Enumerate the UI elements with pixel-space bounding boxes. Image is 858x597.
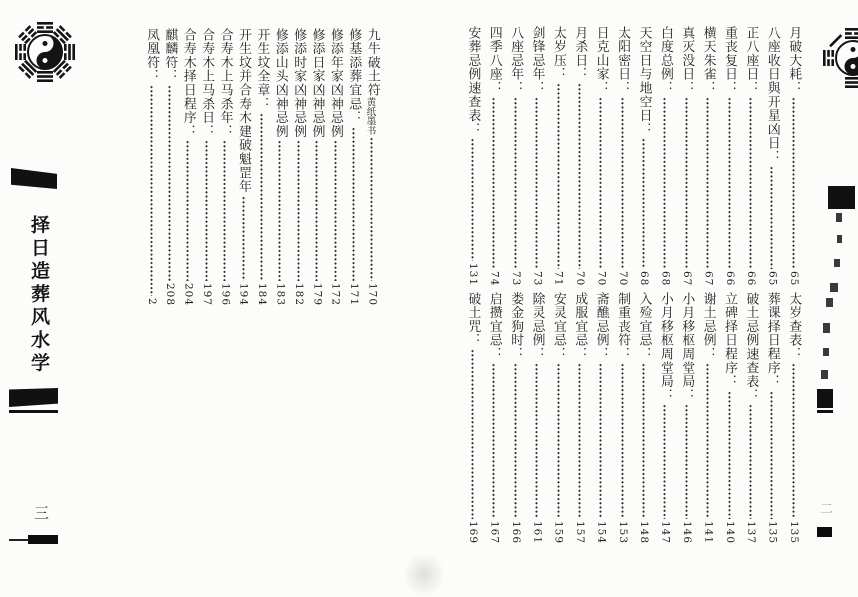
- dot-leader: [718, 391, 739, 519]
- entry-page-number: 157: [574, 520, 587, 544]
- entry-title: 谢土忌例：: [700, 292, 716, 361]
- toc-entry: [611, 26, 632, 286]
- entry-page-number: 135: [787, 520, 800, 544]
- entry-page-number: 171: [348, 282, 361, 306]
- entry-title: 破土咒：: [465, 292, 481, 348]
- entry-page-number: 66: [745, 270, 758, 286]
- toc-entry: [234, 28, 252, 306]
- entry-page-number: 166: [509, 520, 522, 544]
- entry-page-number: 148: [638, 520, 651, 544]
- toc-entry: [611, 292, 632, 544]
- entry-page-number: 73: [509, 270, 522, 286]
- toc-entry: [718, 26, 739, 286]
- entry-page-number: 154: [595, 520, 608, 544]
- entry-page-number: 65: [787, 270, 800, 286]
- toc-entry: [326, 28, 344, 306]
- entry-page-number: 2: [145, 298, 158, 306]
- entry-page-number: 183: [274, 282, 287, 306]
- entry-page-number: 167: [488, 520, 501, 544]
- entry-page-number: 170: [366, 282, 379, 306]
- toc-entry: [654, 292, 675, 544]
- entry-page-number: 66: [723, 270, 736, 286]
- entry-page-number: 71: [552, 270, 565, 286]
- entry-title: 正八座日：: [743, 26, 759, 95]
- bagua-logo-partial-icon: [816, 26, 858, 90]
- dot-leader: [633, 138, 654, 268]
- toc-entry: [215, 28, 233, 306]
- entry-page-number: 197: [200, 282, 213, 306]
- dot-leader: [326, 140, 344, 281]
- entry-page-number: 137: [745, 520, 758, 544]
- entry-title: 横天朱雀：: [700, 26, 716, 95]
- toc-entry: [483, 26, 504, 286]
- dot-leader: [569, 363, 590, 519]
- entry-title: 成服宜忌：: [572, 292, 588, 361]
- toc-entry: [676, 292, 697, 544]
- toc-entry: [676, 26, 697, 286]
- entry-title: 合寿木择日程序：: [180, 28, 196, 139]
- entry-page-number: 70: [595, 270, 608, 286]
- spine-title: 择日造葬风水学: [28, 213, 50, 376]
- entry-page-number: 65: [766, 270, 779, 286]
- entry-page-number: 67: [681, 270, 694, 286]
- entry-title: 四季八座：: [486, 26, 502, 95]
- left-page-toc: [141, 28, 381, 306]
- dot-leader: [363, 137, 381, 281]
- entry-title: 开生坟并合寿木建破魁罡年: [235, 28, 251, 194]
- toc-entry: [271, 28, 289, 306]
- right-edge-block: [828, 186, 855, 209]
- entry-title: 修基添葬宜忌：: [346, 28, 362, 125]
- entry-title: 小月移枢周堂局：: [679, 292, 695, 403]
- entry-title: 麒麟符：: [162, 28, 178, 84]
- right-edge-fragment: [836, 213, 842, 222]
- dot-leader: [526, 363, 547, 519]
- dot-leader: [547, 83, 568, 268]
- dot-leader: [160, 85, 178, 281]
- dot-leader: [654, 97, 675, 269]
- toc-entry: [547, 292, 568, 544]
- dot-leader: [761, 166, 782, 269]
- dot-leader: [142, 85, 160, 296]
- entry-page-number: 172: [329, 282, 342, 306]
- toc-entry: [160, 28, 178, 306]
- right-edge-fragment: [826, 298, 833, 307]
- entry-title: 白度总例：: [657, 26, 673, 95]
- right-page-folio: 二: [820, 502, 834, 517]
- toc-entry: [505, 26, 526, 286]
- entry-page-number: 135: [766, 520, 779, 544]
- bagua-logo-icon: [8, 20, 82, 84]
- dot-leader: [676, 404, 697, 519]
- entry-title: 重丧复日：: [722, 26, 738, 95]
- entry-page-number: 196: [219, 282, 232, 306]
- entry-title: 斋醮忌例：: [593, 292, 609, 361]
- entry-title: 立碑择日程序：: [722, 292, 738, 389]
- toc-entry: [526, 26, 547, 286]
- toc-entry: [761, 26, 782, 286]
- toc-entry: [740, 292, 761, 544]
- right-page-lower-toc: [462, 292, 804, 544]
- toc-entry: [483, 292, 504, 544]
- entry-page-number: 179: [311, 282, 324, 306]
- dot-leader: [761, 391, 782, 519]
- toc-entry: [344, 28, 362, 306]
- entry-page-number: 67: [702, 270, 715, 286]
- dot-leader: [483, 363, 504, 519]
- entry-page-number: 169: [467, 520, 480, 544]
- entry-page-number: 208: [164, 282, 177, 306]
- right-edge-fragment: [837, 235, 842, 243]
- entry-title: 合寿木上马杀年：: [217, 28, 233, 139]
- toc-entry: [307, 28, 325, 306]
- entry-title: 修添年家凶神忌例: [327, 28, 343, 139]
- entry-page-number: 73: [531, 270, 544, 286]
- toc-entry: [633, 26, 654, 286]
- dot-leader: [590, 97, 611, 269]
- entry-title: 凤凰符：: [144, 28, 160, 84]
- dot-leader: [697, 97, 718, 269]
- entry-title: 安灵宜忌：: [550, 292, 566, 361]
- entry-title: 除灵忌例：: [529, 292, 545, 361]
- dot-leader: [654, 404, 675, 519]
- right-edge-fragment: [834, 259, 840, 267]
- right-edge-fragment: [823, 323, 830, 333]
- entry-page-number: 68: [659, 270, 672, 286]
- toc-entry: [526, 292, 547, 544]
- toc-entry: [179, 28, 197, 306]
- dot-leader: [462, 138, 483, 261]
- entry-title: 安葬忌例速查表：: [465, 26, 481, 137]
- dot-leader: [307, 140, 325, 281]
- dot-leader: [289, 140, 307, 281]
- entry-title: 真灭没日：: [679, 26, 695, 95]
- left-page-folio: 三: [34, 504, 50, 522]
- entry-page-number: 131: [467, 262, 480, 286]
- toc-entry: [197, 28, 215, 306]
- entry-page-number: 147: [659, 520, 672, 544]
- toc-entry: [252, 28, 270, 306]
- entry-title: 娄金狗时：: [508, 292, 524, 361]
- toc-entry: [654, 26, 675, 286]
- dot-leader: [505, 363, 526, 519]
- entry-page-number: 146: [681, 520, 694, 544]
- entry-title: 修添时家凶神忌例: [291, 28, 307, 139]
- entry-page-number: 153: [616, 520, 629, 544]
- entry-page-number: 70: [574, 270, 587, 286]
- entry-title: 开生坟全章：: [254, 28, 270, 111]
- toc-entry: [462, 292, 483, 544]
- spine-bottom-bar: [9, 388, 58, 407]
- right-edge-rule: [817, 410, 833, 413]
- entry-page-number: 141: [702, 520, 715, 544]
- right-edge-fragment: [823, 348, 829, 356]
- toc-entry: [142, 28, 160, 306]
- dot-leader: [271, 140, 289, 281]
- toc-entry: [761, 292, 782, 544]
- entry-page-number: 194: [237, 282, 250, 306]
- toc-entry: [783, 26, 804, 286]
- dot-leader: [740, 97, 761, 269]
- entry-title: 剑锋忌年：: [529, 26, 545, 95]
- dot-leader: [526, 97, 547, 269]
- entry-page-number: 182: [292, 282, 305, 306]
- toc-entry: [569, 292, 590, 544]
- toc-entry: [590, 26, 611, 286]
- toc-entry: [633, 292, 654, 544]
- dot-leader: [234, 196, 252, 281]
- toc-entry: [697, 26, 718, 286]
- dot-leader: [547, 363, 568, 519]
- gutter-smudge: [402, 552, 446, 597]
- dot-leader: [483, 97, 504, 269]
- entry-title: 破土忌例速查表：: [743, 292, 759, 403]
- entry-page-number: 204: [182, 282, 195, 306]
- entry-page-number: 184: [256, 282, 269, 306]
- entry-title: 九牛破土符: [364, 28, 380, 97]
- dot-leader: [633, 363, 654, 519]
- entry-page-number: 161: [531, 520, 544, 544]
- toc-entry: [289, 28, 307, 306]
- dot-leader: [783, 363, 804, 519]
- toc-entry: [740, 26, 761, 286]
- dot-leader: [462, 349, 483, 519]
- right-edge-fragment: [821, 370, 828, 379]
- toc-entry: [363, 28, 381, 306]
- entry-page-number: 68: [638, 270, 651, 286]
- entry-title: 制重丧符：: [615, 292, 631, 361]
- toc-entry: [569, 26, 590, 286]
- dot-leader: [740, 404, 761, 519]
- dot-leader: [718, 97, 739, 269]
- toc-entry: [547, 26, 568, 286]
- entry-title: 太阳密日：: [615, 26, 631, 95]
- toc-entry: [718, 292, 739, 544]
- dot-leader: [197, 140, 215, 281]
- entry-page-number: 70: [616, 270, 629, 286]
- dot-leader: [676, 97, 697, 269]
- dot-leader: [697, 363, 718, 519]
- entry-title: 合寿木上马杀日：: [199, 28, 215, 139]
- spine-bottom-rule: [9, 410, 58, 413]
- left-folio-bar: [28, 535, 58, 544]
- entry-title: 太岁压：: [550, 26, 566, 82]
- right-folio-bar: [817, 527, 832, 537]
- dot-leader: [505, 97, 526, 269]
- entry-title: 八座忌年：: [508, 26, 524, 95]
- entry-title: 小月移枢周堂局：: [657, 292, 673, 403]
- spine-top-bar: [11, 168, 57, 189]
- right-edge-block: [817, 389, 833, 408]
- dot-leader: [179, 140, 197, 281]
- entry-title: 修添山头凶神忌例: [272, 28, 288, 139]
- dot-leader: [344, 127, 362, 281]
- entry-title: 月破大耗：: [786, 26, 802, 95]
- right-page-upper-toc: [462, 26, 804, 286]
- dot-leader: [215, 140, 233, 281]
- entry-title: 月杀日：: [572, 26, 588, 82]
- entry-title: 入殓宜忌：: [636, 292, 652, 361]
- toc-entry: [505, 292, 526, 544]
- toc-entry: [783, 292, 804, 544]
- entry-page-number: 140: [723, 520, 736, 544]
- left-folio-rule: [9, 539, 29, 541]
- entry-note: 黄纸墨书: [364, 97, 376, 135]
- entry-title: 日克山家：: [593, 26, 609, 95]
- toc-entry: [462, 26, 483, 286]
- toc-entry: [590, 292, 611, 544]
- toc-entry: [697, 292, 718, 544]
- entry-title: 天空日与地空日：: [636, 26, 652, 137]
- dot-leader: [611, 363, 632, 519]
- dot-leader: [611, 97, 632, 269]
- dot-leader: [783, 97, 804, 269]
- dot-leader: [590, 363, 611, 519]
- entry-title: 启攒宜忌：: [486, 292, 502, 361]
- entry-title: 八座收日與开星凶日：: [764, 26, 780, 164]
- dot-leader: [252, 113, 270, 281]
- entry-page-number: 74: [488, 270, 501, 286]
- right-edge-fragment: [830, 283, 838, 292]
- entry-title: 修添日家凶神忌例: [309, 28, 325, 139]
- entry-title: 葬课择日程序：: [764, 292, 780, 389]
- entry-page-number: 159: [552, 520, 565, 544]
- dot-leader: [569, 83, 590, 268]
- entry-title: 太岁查表：: [786, 292, 802, 361]
